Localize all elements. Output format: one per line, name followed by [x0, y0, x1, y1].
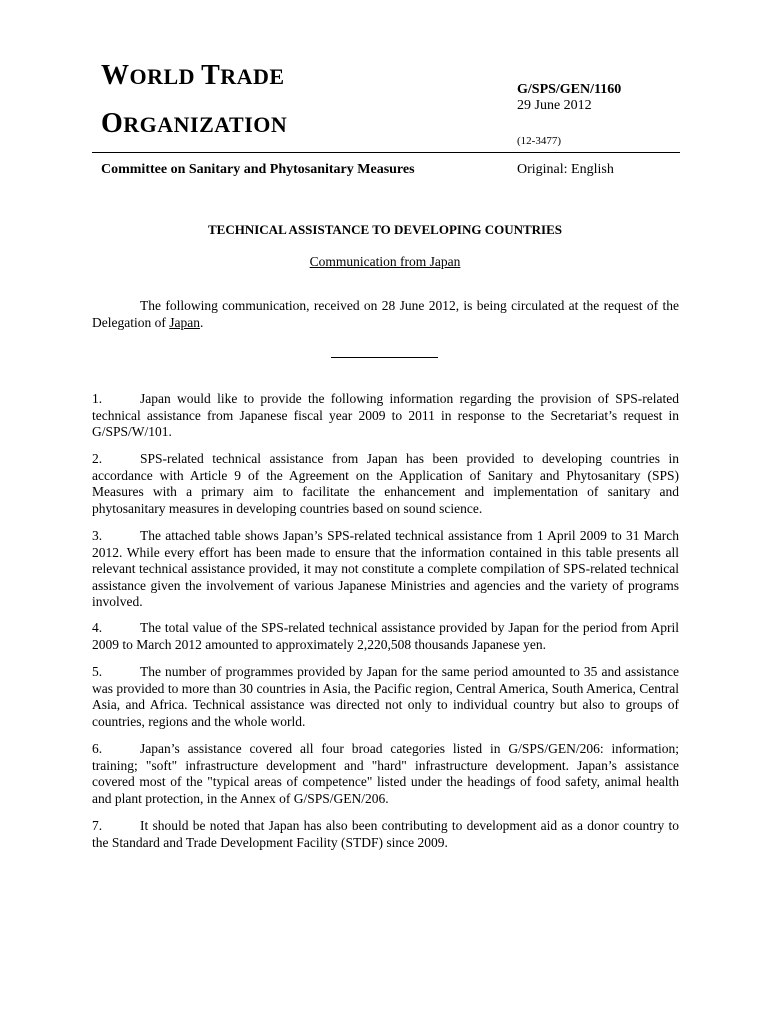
original-language: Original: English	[517, 162, 614, 177]
paragraph-number: 6.	[92, 741, 103, 756]
paragraph-text: The number of programmes provided by Japan for the same period amounted to 35 and assistance was provided to more than 30 countries in Asia, the Pacific region, Central America, South America, Central Asia, and Africa. Technical assistance was directed not only to individual country but also to groups of countries, regions and the whole world.	[92, 664, 679, 729]
paragraph-number: 1.	[92, 391, 103, 406]
document-title: TECHNICAL ASSISTANCE TO DEVELOPING COUNTRIES	[208, 222, 562, 237]
header-rule	[92, 152, 680, 153]
document-subtitle: Communication from Japan	[309, 254, 461, 269]
paragraph-text: The attached table shows Japan’s SPS-related technical assistance from 1 April 2009 to 31 March 2012. While every effort has been made to ensure that the information contained in this table presents all relevant technical assistance provided, it may not constitute a complete compilation of SPS-related technical assistance given the involvement of various Japanese Ministries and agencies and the variety of programs involved.	[92, 528, 679, 609]
document-date: 29 June 2012	[517, 98, 592, 113]
org-initial-o: O	[101, 108, 124, 139]
separator-line	[331, 357, 438, 358]
org-initial-t: T	[201, 60, 221, 91]
intro-end: .	[199, 314, 204, 330]
paragraph-number: 2.	[92, 451, 103, 466]
paragraph-text: SPS-related technical assistance from Japan has been provided to developing countries in accordance with Article 9 of the Agreement on the Application of Sanitary and Phytosanitary (SPS) Measures with a primary aim to facilitate the enhancement and implementation of sanitary and phytosanitary measures in developing countries based on sound science.	[92, 451, 679, 516]
paragraph-number: 7.	[92, 818, 103, 833]
paragraph-text: Japan would like to provide the following information regarding the provision of SPS-related technical assistance from Japanese fiscal year 2009 to 2011 in response to the Secretariat’s request in G/SPS/W/101.	[92, 391, 679, 439]
org-name-line1	[101, 60, 285, 92]
org-word-rganization: RGANIZATION	[123, 112, 288, 137]
paragraph-7	[92, 818, 679, 851]
paragraph-number: 5.	[92, 664, 103, 679]
committee-name: Committee on Sanitary and Phytosanitary Measures	[101, 162, 415, 177]
paragraph-text: Japan’s assistance covered all four broad categories listed in G/SPS/GEN/206: information; training; "soft" infrastructure development and "hard" infrastructure development. Japan’s assistance covered most of the "typical areas of competence" listed under the headings of food safety, animal health and plant protection, in the Annex of G/SPS/GEN/206.	[92, 741, 679, 806]
paragraph-3	[92, 528, 679, 611]
intro-japan: Japan	[169, 314, 200, 330]
paragraph-5	[92, 664, 679, 730]
paragraph-6	[92, 741, 679, 807]
org-name-line2	[101, 108, 287, 140]
intro-paragraph	[92, 298, 679, 331]
org-word-rade: RADE	[220, 64, 285, 89]
paragraph-4	[92, 620, 679, 653]
paragraph-2	[92, 451, 679, 517]
document-number: (12-3477)	[517, 135, 561, 147]
paragraph-1	[92, 391, 679, 441]
org-initial-w: W	[101, 60, 130, 91]
paragraph-number: 4.	[92, 620, 103, 635]
document-symbol: G/SPS/GEN/1160	[517, 82, 622, 97]
org-word-orld: ORLD	[129, 64, 202, 89]
intro-text: The following communication, received on 28 June 2012, is being circulated at the request of the Delegation of	[92, 298, 679, 330]
paragraph-text: The total value of the SPS-related technical assistance provided by Japan for the period from April 2009 to March 2012 amounted to approximately 2,220,508 thousands Japanese yen.	[92, 620, 679, 652]
paragraph-number: 3.	[92, 528, 103, 543]
paragraph-text: It should be noted that Japan has also been contributing to development aid as a donor country to the Standard and Trade Development Facility (STDF) since 2009.	[92, 818, 679, 850]
